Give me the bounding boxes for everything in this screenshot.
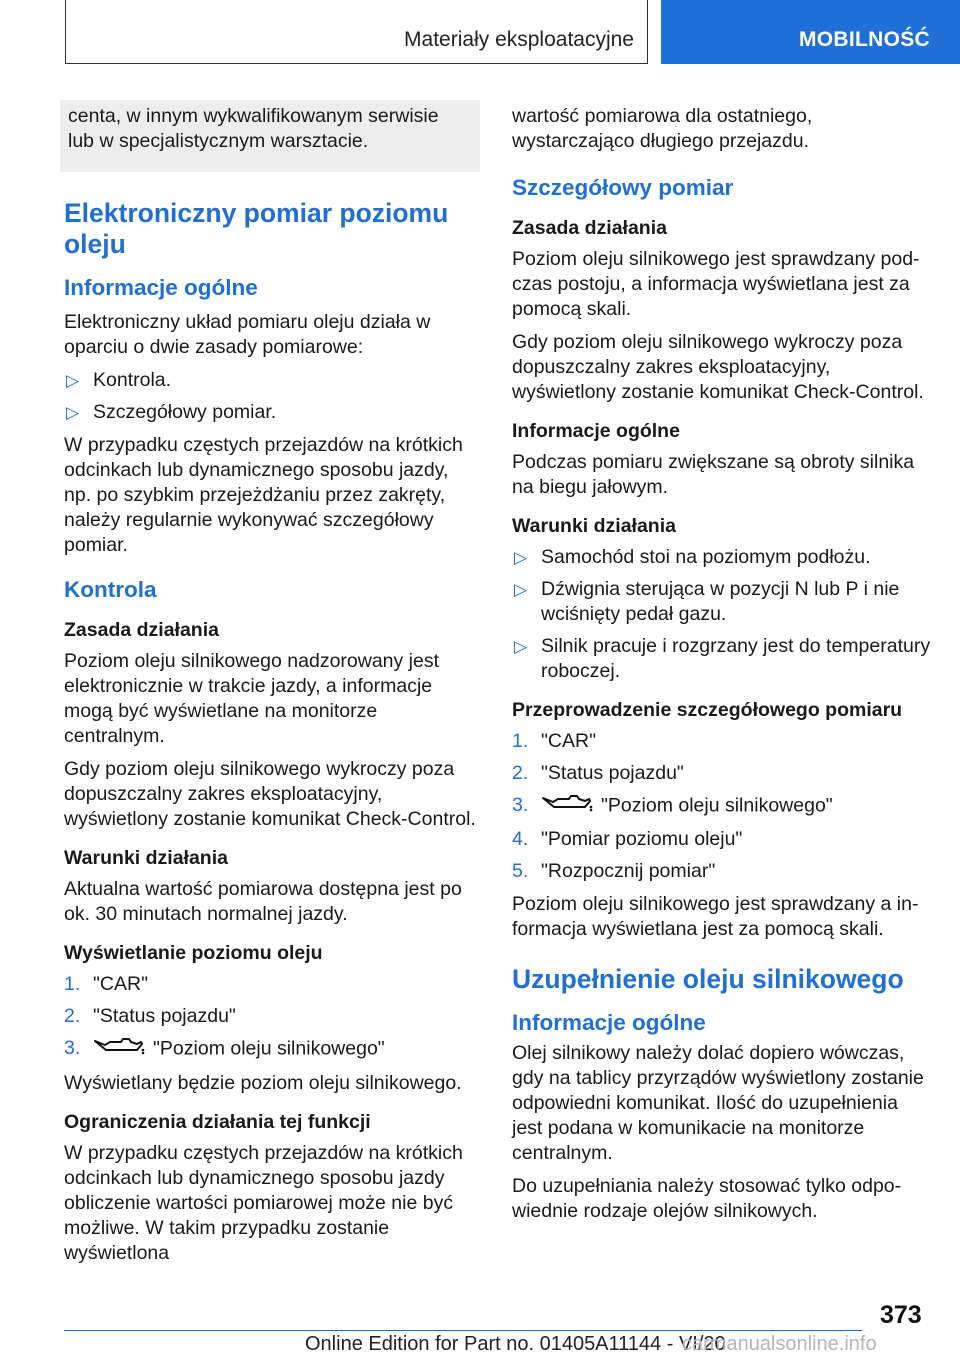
paragraph: Elektroniczny układ pomiaru oleju działa w oparciu o dwie zasady pomiarowe:	[64, 311, 431, 358]
paragraph: Podczas pomiaru zwiększane są obroty silnika na biegu jałowym.	[512, 451, 915, 498]
step-text: "CAR"	[541, 730, 597, 752]
triangle-bullet-icon: ▷	[66, 403, 80, 422]
list-item-text: Dźwignia sterująca w pozycji N lub P i nie wciśnięty pedał gazu.	[541, 578, 900, 625]
list-item	[64, 400, 480, 425]
heading-przeprowadzenie: Przeprowadzenie szczegółowego pomiaru	[512, 699, 903, 721]
triangle-bullet-icon: ▷	[514, 580, 528, 599]
page-number: 373	[880, 1301, 922, 1329]
header-tab-label: MOBILNOŚĆ	[799, 28, 931, 51]
heading-zasada: Zasada działania	[64, 619, 219, 641]
bullet-list	[512, 545, 932, 684]
paragraph: Olej silnikowy należy dolać dopiero wówczas, gdy na tablicy przyrządów wyświetlony zostanie odpowiedni komunikat. Ilość do uzupełnienia jest podana w komunikacie na monitorze centralnym.	[512, 1042, 924, 1164]
oil-can-icon	[541, 793, 593, 820]
paragraph: Wyświetlany będzie poziom oleju silnikowego.	[64, 1072, 462, 1094]
heading-wyswietlanie: Wyświetlanie poziomu oleju	[64, 942, 323, 964]
step-item	[64, 972, 480, 997]
heading-zasada: Zasada działania	[512, 217, 667, 239]
list-item-text: Kontrola.	[93, 369, 172, 391]
triangle-bullet-icon: ▷	[514, 637, 528, 656]
step-text: "Status pojazdu"	[541, 762, 684, 784]
header-tab-mobilnosc[interactable]	[661, 0, 960, 64]
heading-info: Informacje ogólne	[512, 420, 680, 442]
step-number: 1.	[64, 973, 81, 995]
triangle-bullet-icon: ▷	[514, 548, 528, 567]
footer-edition: Online Edition for Part no. 01405A11144 - VI/20	[305, 1333, 726, 1355]
step-text: "Poziom oleju silnikowego"	[153, 1037, 385, 1060]
section-title-oil-refill: Uzupełnienie oleju silnikowego	[512, 964, 904, 994]
step-text: "Poziom oleju silnikowego"	[601, 794, 833, 817]
step-item	[64, 1004, 480, 1029]
heading-ograniczenia: Ograniczenia działania tej funkcji	[64, 1111, 371, 1133]
subheading-general-info: Informacje ogólne	[64, 275, 258, 300]
shaded-continuation: centa, w innym wykwalifikowanym serwisie lub w specjalistycznym warsztacie.	[60, 100, 480, 172]
footer-divider	[64, 1330, 862, 1331]
heading-warunki: Warunki działania	[64, 847, 228, 869]
step-number: 4.	[512, 828, 529, 850]
watermark: carmanualsonline.info	[682, 1333, 877, 1355]
subheading-kontrola: Kontrola	[64, 577, 157, 602]
list-item	[64, 368, 480, 393]
step-number: 3.	[512, 794, 529, 816]
paragraph: W przypadku częstych przejazdów na krótkich odcinkach lub dynamicznego sposobu jazdy, np. po szybkim przejeżdżaniu przez zakręty, należy regularnie wykonywać szczegółowy pomiar.	[64, 434, 463, 556]
list-item	[512, 634, 932, 684]
paragraph: Poziom oleju silnikowego nadzorowany jest elektronicznie w trakcie jazdy, a informacje mogą być wyświetlane na monitorze centralnym.	[64, 650, 440, 747]
paragraph: Poziom oleju silnikowego jest sprawdzany podczas postoju, a informacja wyświetlana jest za pomocą skali.	[512, 248, 920, 320]
list-item-text: Samochód stoi na poziomym podłożu.	[541, 546, 871, 568]
step-text: "Status pojazdu"	[93, 1005, 236, 1027]
step-item	[64, 1036, 480, 1063]
paragraph: Do uzupełniania należy stosować tylko odpowiednie rodzaje olejów silnikowych.	[512, 1175, 902, 1222]
paragraph: Poziom oleju silnikowego jest sprawdzany a informacja wyświetlana jest za pomocą skali.	[512, 893, 919, 940]
paragraph: wartość pomiarowa dla ostatniego, wystarczająco długiego przejazdu.	[512, 105, 813, 152]
step-item	[512, 729, 932, 754]
step-number: 3.	[64, 1037, 81, 1059]
numbered-steps	[64, 972, 480, 1063]
list-item	[512, 577, 932, 627]
header-section-title: Materiały eksploatacyjne	[404, 28, 634, 51]
bullet-list	[64, 368, 480, 425]
section-title-oil-measurement: Elektroniczny pomiar poziomu oleju	[64, 198, 449, 259]
step-number: 1.	[512, 730, 529, 752]
paragraph: Gdy poziom oleju silnikowego wykroczy poza dopuszczalny zakres eksploatacyjny, wyświetlony zostanie komunikat Check-Control.	[512, 331, 924, 403]
heading-warunki: Warunki działania	[512, 515, 676, 537]
step-number: 2.	[64, 1005, 81, 1027]
subheading-general-info: Informacje ogólne	[512, 1010, 706, 1035]
paragraph: W przypadku częstych przejazdów na krótkich odcinkach lub dynamicznego sposobu jazdy obliczenie wartości pomiarowej może nie być możliwe. W takim przypadku zostanie wyświetlona	[64, 1142, 463, 1264]
step-item	[512, 827, 932, 852]
step-item	[512, 761, 932, 786]
step-item	[512, 793, 932, 820]
list-item	[512, 545, 932, 570]
step-number: 2.	[512, 762, 529, 784]
subheading-szczegolowy: Szczegółowy pomiar	[512, 175, 734, 200]
paragraph: Aktualna wartość pomiarowa dostępna jest po ok. 30 minutach normalnej jazdy.	[64, 878, 462, 925]
step-number: 5.	[512, 860, 529, 882]
triangle-bullet-icon: ▷	[66, 371, 80, 390]
left-column	[64, 100, 480, 1274]
oil-can-icon	[93, 1036, 145, 1063]
step-item	[512, 859, 932, 884]
right-column	[512, 100, 932, 1232]
step-text: "CAR"	[93, 973, 149, 995]
paragraph: Gdy poziom oleju silnikowego wykroczy poza dopuszczalny zakres eksploatacyjny, wyświetlony zostanie komunikat Check-Control.	[64, 758, 476, 830]
numbered-steps	[512, 729, 932, 884]
list-item-text: Silnik pracuje i rozgrzany jest do temperatury roboczej.	[541, 635, 931, 682]
list-item-text: Szczegółowy pomiar.	[93, 401, 277, 423]
step-text: "Pomiar poziomu oleju"	[541, 828, 743, 850]
step-text: "Rozpocznij pomiar"	[541, 860, 716, 882]
